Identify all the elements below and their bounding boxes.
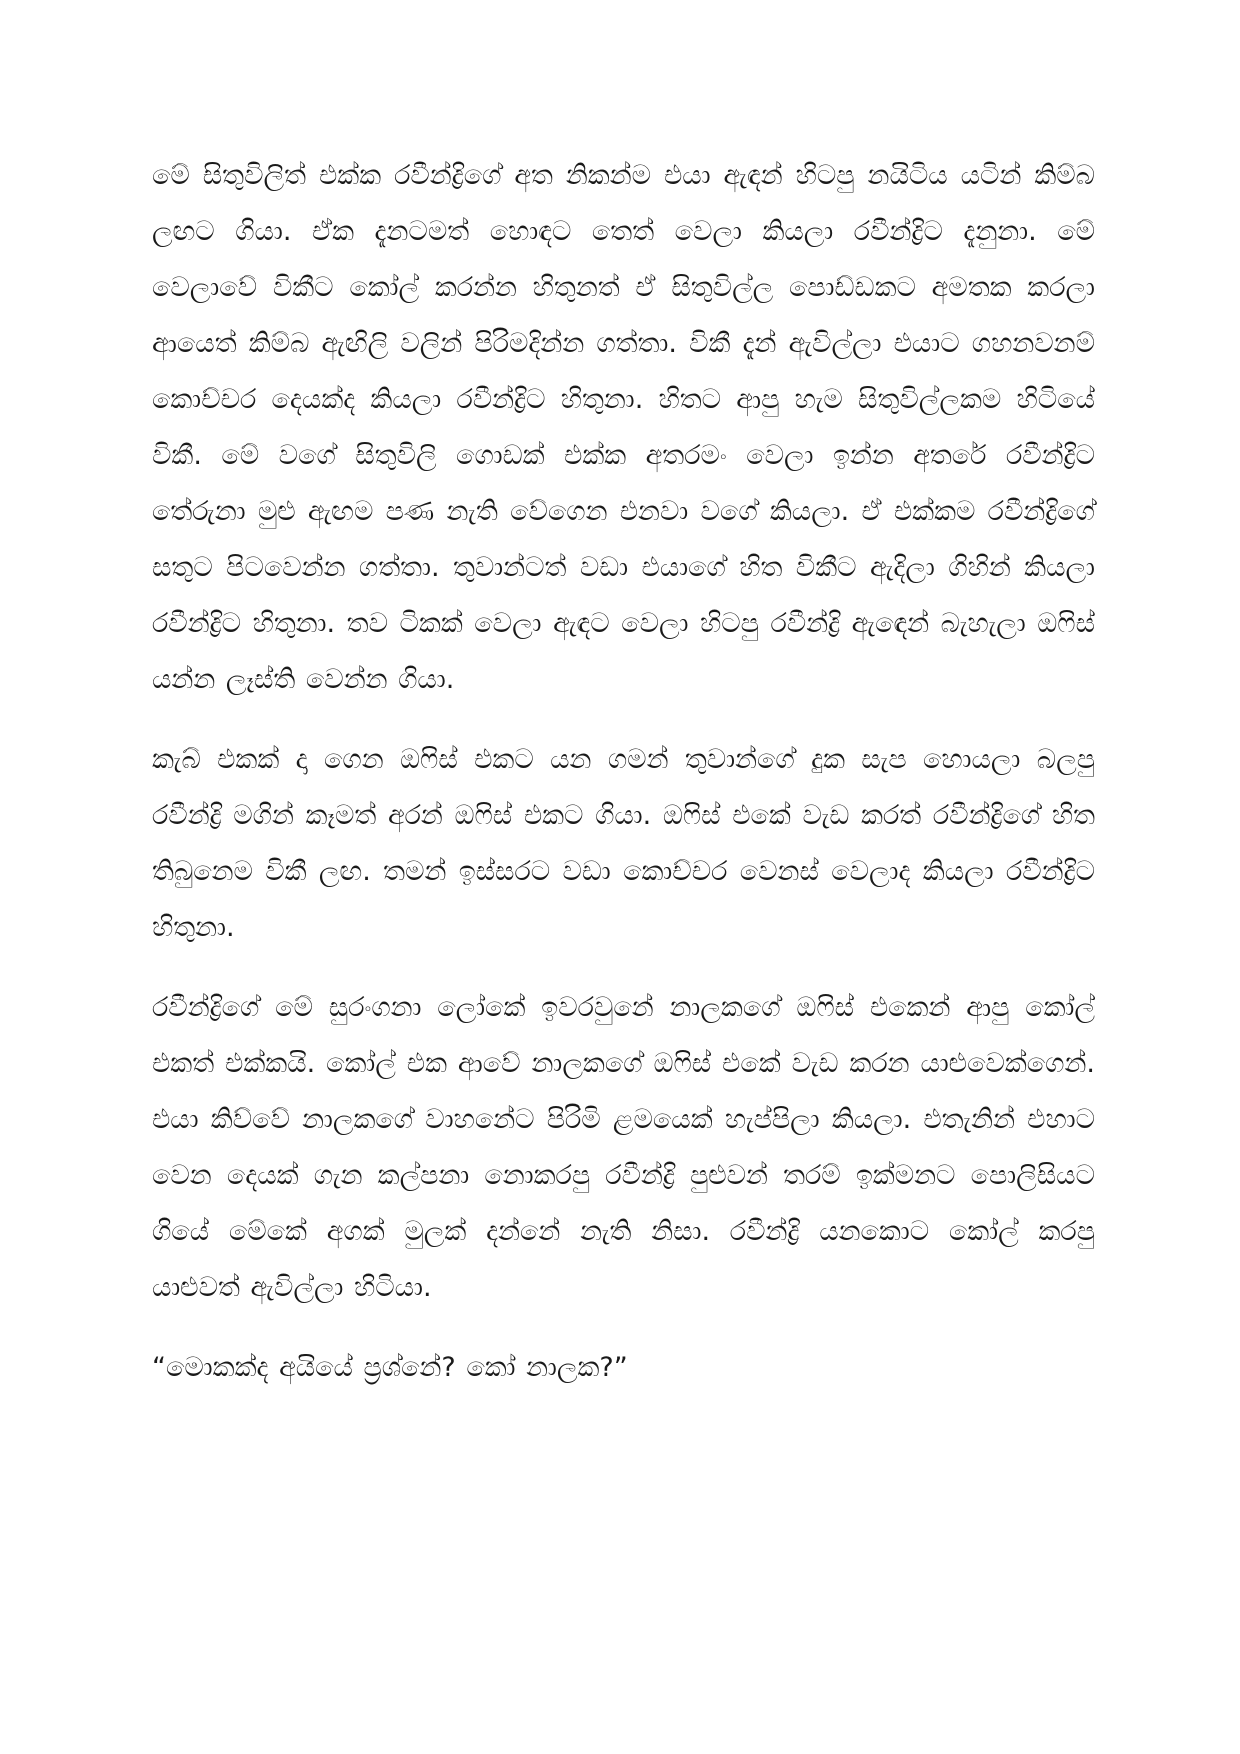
paragraph-1: මේ සිතුවිලිත් එක්ක රවීන්ද්‍රිගේ අත නිකන්ම එයා ඇඳන් හිටපු නයිටිය යටින් කිම්බ ලඟට ගියා. ඒක දැනටමත් හොඳට තෙත් වෙලා කියලා රවීන්ද්‍රිට දැනුනා. මේ වෙලාවේ විකීට කෝල් කරන්න හිතුනත් ඒ සිතුවිල්ල පොඩ්ඩකට අමතක කරලා ආයෙත් කිම්බ ඇඟිලි වලින් පිරිමදින්න ගත්තා. විකී දැන් ඇවිල්ලා එයාට ගහනවනම් කොච්චර දෙයක්ද කියලා රවීන්ද්‍රිට හිතුනා. හිතට ආපු හැම සිතුවිල්ලකම හිටියේ විකී. මේ වගේ සිතුවිලි ගොඩක් එක්ක අතරමං වෙලා ඉන්න අතරේ රවීන්ද්‍රිට තේරුනා මුළු ඇඟම පණ නැති වේගෙන එනවා වගේ කියලා. ඒ එක්කම රවීන්ද්‍රිගේ සතුට පිටවෙන්න ගත්තා. තුවාන්ටත් වඩා එයාගේ හිත විකීට ඇදිලා ගිහින් කියලා රවීන්ද්‍රිට හිතුනා. තව ටිකක් වෙලා ඇඳට වෙලා හිටපු රවීන්ද්‍රි ඇඳෙන් බැහැලා ඔෆිස් යන්න ලෑස්ති වෙන්න ගියා. xyxy=(152,160,1095,695)
paragraph-3: රවීන්ද්‍රිගේ මේ සුරංගනා ලෝකේ ඉවරවුනේ නාලකගේ ඔෆිස් එකෙන් ආපු කෝල් එකත් එක්කයි. කෝල් එක ආවේ නාලකගේ ඔෆිස් එකේ වැඩ කරන යාළුවෙක්ගෙන්. එයා කිව්වේ නාලකගේ වාහනේට පිරිමි ළමයෙක් හැප්පිලා කියලා. එතැනින් එහාට වෙන දෙයක් ගැන කල්පනා නොකරපු රවීන්ද්‍රි පුළුවන් තරම් ඉක්මනට පොලිසියට ගියේ මේකේ අගක් මුලක් දන්නේ නැති නිසා. රවීන්ද්‍රි යනකොට කෝල් කරපු යාළුවත් ඇවිල්ලා හිටියා. xyxy=(152,992,1095,1303)
paragraph-2: කැබ් එකක් දා ගෙන ඔෆිස් එකට යන ගමන් තුවාන්ගේ දුක සැප හොයලා බලපු රවීන්ද්‍රි මගින් කෑමත් අරන් ඔෆිස් එකට ගියා. ඔෆිස් එකේ වැඩ කරත් රවීන්ද්‍රිගේ හිත තිබුනෙම විකී ලඟ. තමන් ඉස්සරට වඩා කොච්චර වෙනස් වෙලාද කියලා රවීන්ද්‍රිට හිතුනා. xyxy=(152,744,1095,943)
paragraph-4-dialogue: “මොකක්ද අයියේ ප්‍රශ්නේ? කෝ නාලක?” xyxy=(152,1352,628,1383)
